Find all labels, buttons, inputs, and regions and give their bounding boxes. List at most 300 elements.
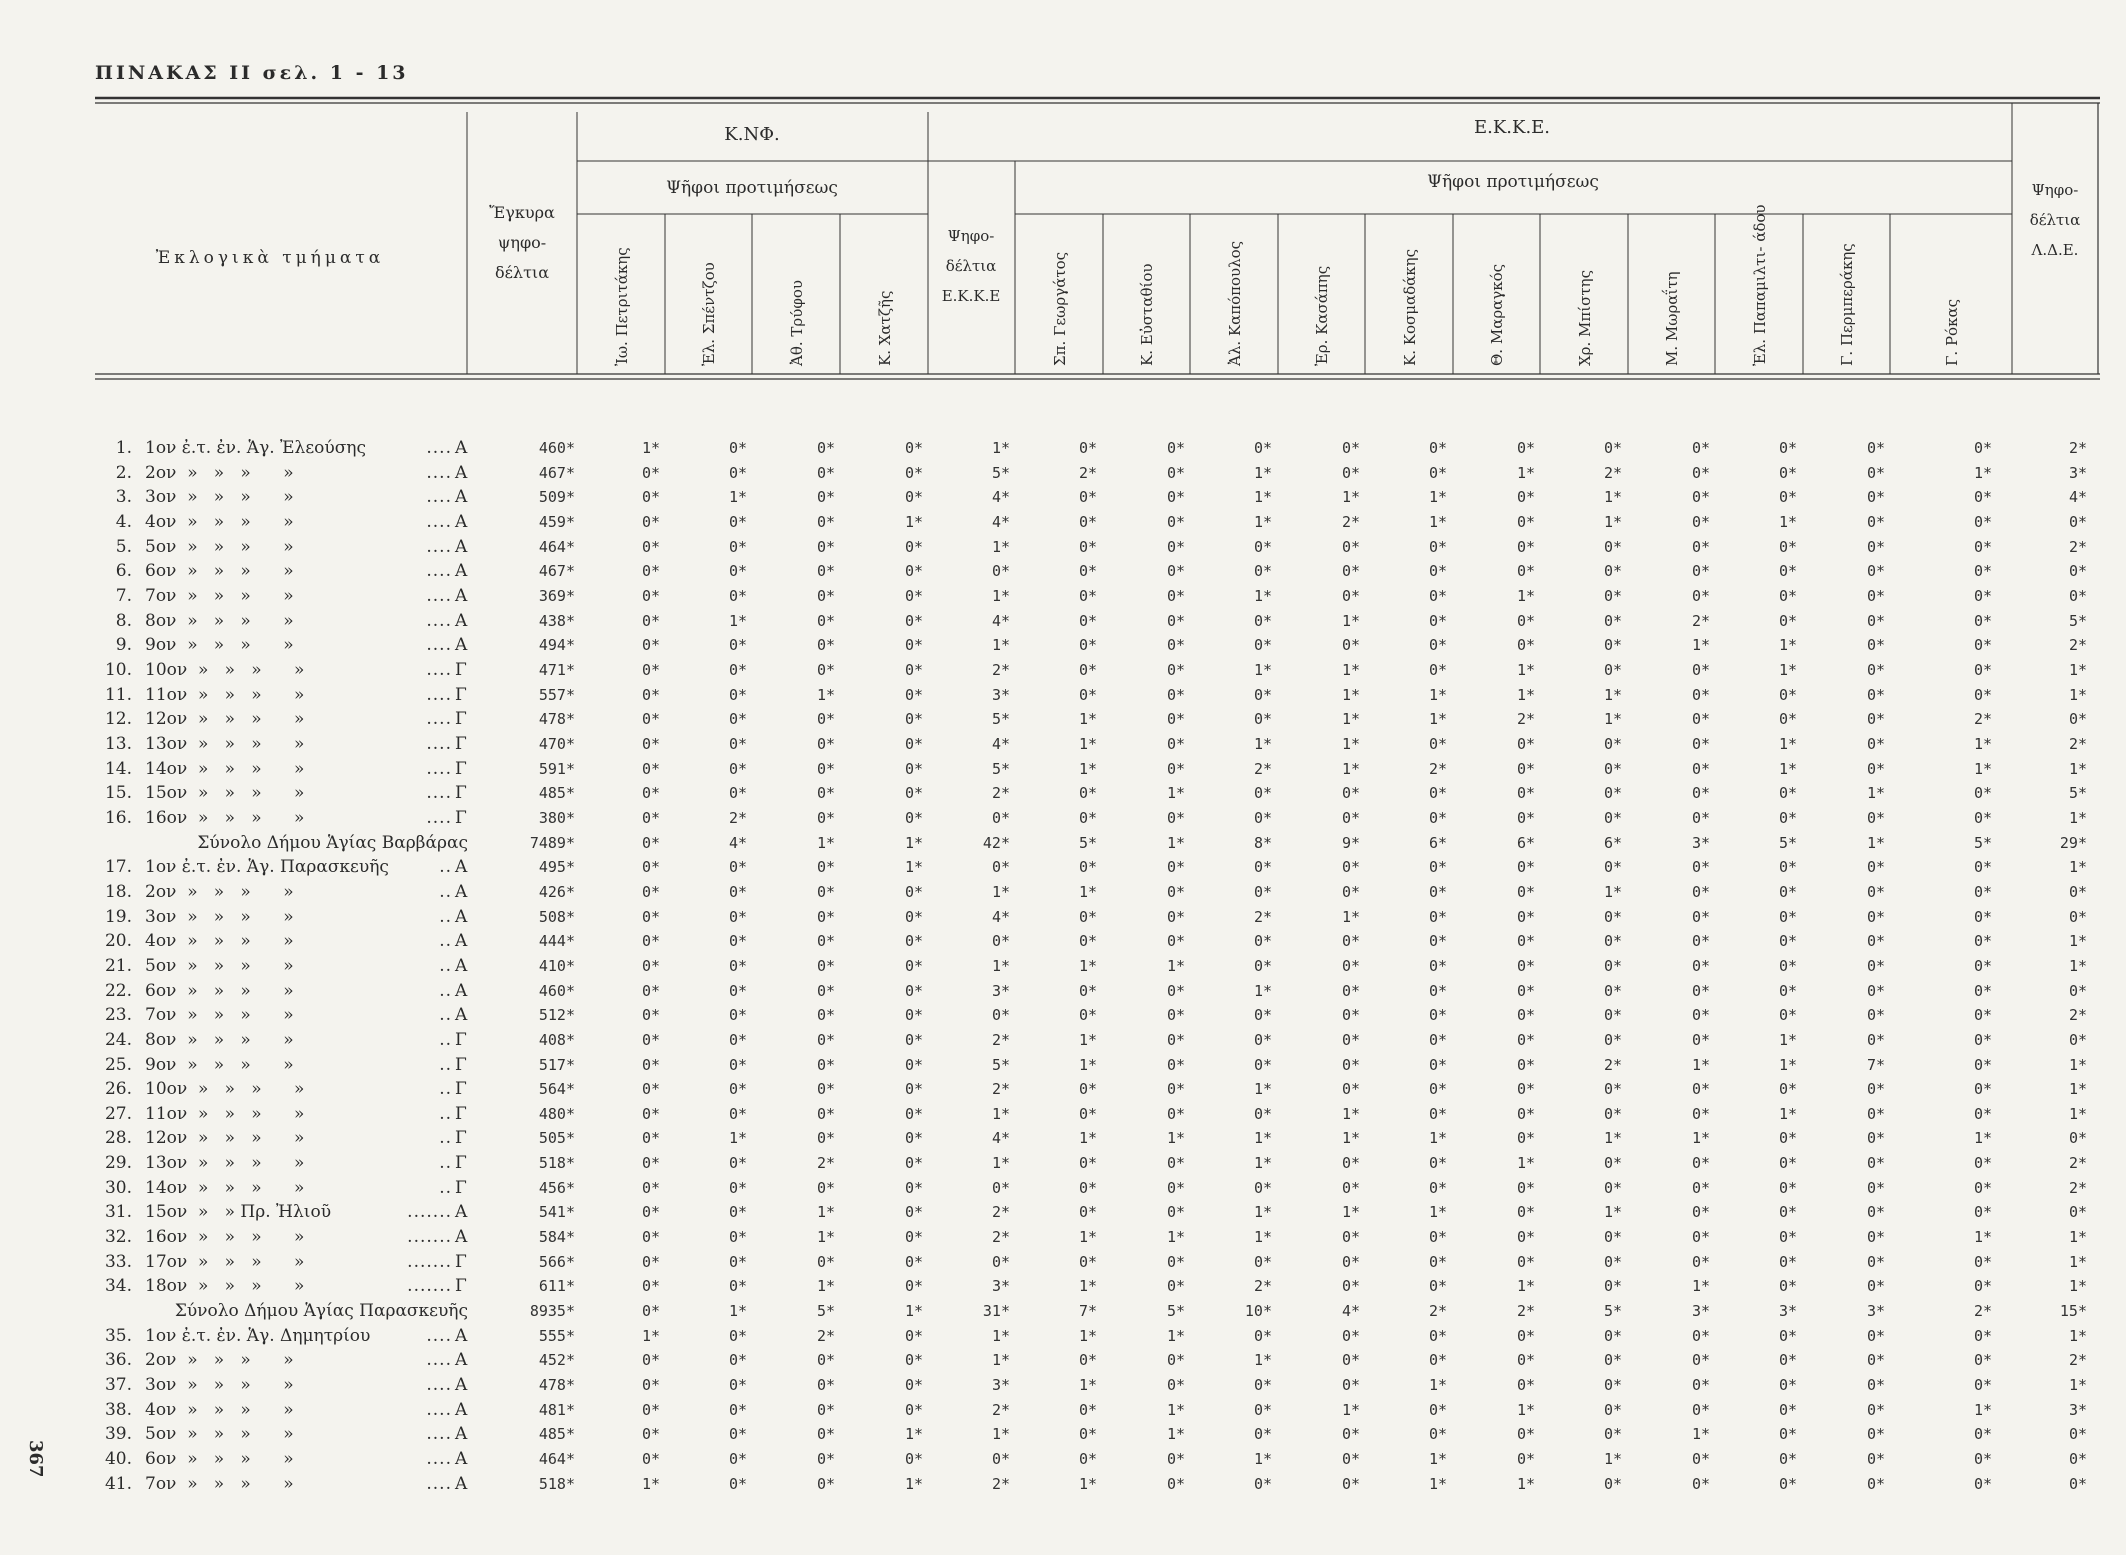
vote-cell: 0* <box>1603 660 1622 679</box>
vote-cell: 0* <box>728 1228 747 1247</box>
vote-cell: 0* <box>1253 808 1272 827</box>
vote-cell: 0* <box>816 611 835 630</box>
section-letter: Γ <box>455 684 467 705</box>
vote-cell: 0* <box>1603 1326 1622 1345</box>
vote-cell: 1* <box>904 1474 923 1493</box>
vote-cell: 1* <box>991 1104 1010 1123</box>
vote-cell: 0* <box>904 1252 923 1271</box>
district-name: 18ον » » » » <box>145 1276 305 1297</box>
vote-cell: 0* <box>728 710 747 729</box>
vote-cell: 0* <box>728 1030 747 1049</box>
vote-cell: 0* <box>1603 1474 1622 1493</box>
vote-cell: 495* <box>538 858 575 877</box>
vote-cell: 0* <box>904 907 923 926</box>
vote-cell: 0* <box>1973 882 1992 901</box>
vote-cell: 0* <box>1778 488 1797 507</box>
vote-cell: 1* <box>1341 611 1360 630</box>
vote-cell: 1* <box>1428 1450 1447 1469</box>
vote-cell: 0* <box>1166 1450 1185 1469</box>
vote-cell: 0* <box>728 1376 747 1395</box>
vote-cell: 8* <box>1253 833 1272 852</box>
section-letter: Γ <box>455 1079 467 1100</box>
vote-cell: 0* <box>1341 882 1360 901</box>
vote-cell: 0* <box>728 1425 747 1444</box>
vote-cell: 1* <box>1253 660 1272 679</box>
vote-cell: 467* <box>538 463 575 482</box>
row-number: 17. <box>104 857 132 878</box>
vote-cell: 2* <box>991 1400 1010 1419</box>
leader-dots: .. <box>439 1079 452 1100</box>
vote-cell: 0* <box>641 932 660 951</box>
table-row <box>0 1274 2126 1299</box>
vote-cell: 0* <box>1603 981 1622 1000</box>
vote-cell: 0* <box>1166 636 1185 655</box>
vote-cell: 0* <box>1428 784 1447 803</box>
vote-cell: 0* <box>816 488 835 507</box>
vote-cell: 0* <box>641 710 660 729</box>
vote-cell: 0* <box>1166 660 1185 679</box>
vote-cell: 438* <box>538 611 575 630</box>
vote-cell: 1* <box>1341 1104 1360 1123</box>
vote-cell: 0* <box>816 1351 835 1370</box>
vote-cell: 0* <box>1516 537 1535 556</box>
vote-cell: 1* <box>1078 710 1097 729</box>
district-name: 10ον » » » » <box>145 1079 305 1100</box>
district-name: 8ον » » » » <box>145 610 294 631</box>
vote-cell: 1* <box>991 1326 1010 1345</box>
vote-cell: 1* <box>1166 956 1185 975</box>
vote-cell: 0* <box>1778 1154 1797 1173</box>
vote-cell: 0* <box>1516 956 1535 975</box>
vote-cell: 0* <box>1253 882 1272 901</box>
candidate-header: Κ. Χατζῆς <box>876 290 894 366</box>
vote-cell: 0* <box>1516 734 1535 753</box>
vote-cell: 0* <box>1973 1178 1992 1197</box>
district-name: 5ον » » » » <box>145 1424 294 1445</box>
vote-cell: 0* <box>1428 1080 1447 1099</box>
vote-cell: 1* <box>1166 1129 1185 1148</box>
vote-cell: 0* <box>1078 858 1097 877</box>
vote-cell: 0* <box>1166 1351 1185 1370</box>
vote-cell: 0* <box>1973 858 1992 877</box>
vote-cell: 1* <box>1253 586 1272 605</box>
vote-cell: 0* <box>1341 537 1360 556</box>
vote-cell: 1* <box>1973 463 1992 482</box>
vote-cell: 0* <box>1866 956 1885 975</box>
vote-cell: 0* <box>904 1104 923 1123</box>
vote-cell: 0* <box>1691 562 1710 581</box>
vote-cell: 0* <box>904 1228 923 1247</box>
candidate-header: Κ. Κοσμαδάκης <box>1401 248 1419 366</box>
vote-cell: 2* <box>991 784 1010 803</box>
vote-cell: 1* <box>1341 710 1360 729</box>
vote-cell: 0* <box>904 488 923 507</box>
vote-cell: 0* <box>728 439 747 457</box>
vote-cell: 555* <box>538 1326 575 1345</box>
vote-cell: 0* <box>728 932 747 951</box>
vote-cell: 0* <box>1778 1326 1797 1345</box>
vote-cell: 0* <box>1253 710 1272 729</box>
vote-cell: 0* <box>1253 1425 1272 1444</box>
row-number: 27. <box>104 1103 132 1124</box>
district-name: 5ον » » » » <box>145 955 294 976</box>
vote-cell: 480* <box>538 1104 575 1123</box>
vote-cell: 0* <box>1691 759 1710 778</box>
vote-cell: 0* <box>1778 1277 1797 1296</box>
vote-cell: 0* <box>1253 1474 1272 1493</box>
vote-cell: 4* <box>728 833 747 852</box>
vote-cell: 7489* <box>529 833 575 852</box>
vote-cell: 0* <box>728 1006 747 1025</box>
vote-cell: 0* <box>1428 808 1447 827</box>
vote-cell: 0* <box>904 1326 923 1345</box>
vote-cell: 2* <box>816 1326 835 1345</box>
section-letter: Γ <box>455 807 467 828</box>
vote-cell: 5* <box>1973 833 1992 852</box>
vote-cell: 1* <box>1428 1376 1447 1395</box>
candidate-header: Θ. Μαραγκός <box>1488 263 1506 366</box>
vote-cell: 0* <box>1166 1252 1185 1271</box>
vote-cell: 0* <box>1866 611 1885 630</box>
row-number: 37. <box>104 1375 132 1396</box>
district-name: 15ον » » » » <box>145 783 305 804</box>
vote-cell: 0* <box>1778 685 1797 704</box>
vote-cell: 0* <box>1078 1006 1097 1025</box>
vote-cell: 0* <box>1078 1450 1097 1469</box>
vote-cell: 0* <box>1866 710 1885 729</box>
district-name: 14ον » » » » <box>145 1177 305 1198</box>
vote-cell: 0* <box>1428 932 1447 951</box>
candidate-header: Χρ. Μπίστης <box>1576 269 1594 366</box>
section-letter: Α <box>455 1350 468 1371</box>
table-row <box>0 1151 2126 1176</box>
vote-cell: 1* <box>1778 512 1797 531</box>
leader-dots: .... <box>426 635 452 656</box>
vote-cell: 0* <box>1428 858 1447 877</box>
table-row <box>0 929 2126 954</box>
vote-cell: 0* <box>2068 1474 2087 1493</box>
table-row <box>0 1028 2126 1053</box>
vote-cell: 0* <box>1866 734 1885 753</box>
vote-cell: 0* <box>1516 1376 1535 1395</box>
vote-cell: 1* <box>1078 759 1097 778</box>
row-number: 25. <box>104 1054 132 1075</box>
leader-dots: .... <box>426 1449 452 1470</box>
leader-dots: .... <box>426 783 452 804</box>
vote-cell: 0* <box>1253 537 1272 556</box>
row-number: 21. <box>104 955 132 976</box>
vote-cell: 1* <box>1253 981 1272 1000</box>
table-row <box>0 1472 2126 1497</box>
vote-cell: 611* <box>538 1277 575 1296</box>
vote-cell: 0* <box>991 858 1010 877</box>
vote-cell: 0* <box>1428 1104 1447 1123</box>
vote-cell: 0* <box>816 586 835 605</box>
vote-cell: 0* <box>1691 685 1710 704</box>
vote-cell: 1* <box>1778 1104 1797 1123</box>
vote-cell: 509* <box>538 488 575 507</box>
vote-cell: 0* <box>1603 1252 1622 1271</box>
leader-dots: .... <box>426 585 452 606</box>
vote-cell: 0* <box>1866 759 1885 778</box>
vote-cell: 0* <box>1866 488 1885 507</box>
table-row <box>0 485 2126 510</box>
section-letter: Α <box>455 857 468 878</box>
vote-cell: 3* <box>1691 833 1710 852</box>
leader-dots: .... <box>426 487 452 508</box>
vote-cell: 0* <box>728 1326 747 1345</box>
vote-cell: 0* <box>641 512 660 531</box>
district-name: 4ον » » » » <box>145 511 294 532</box>
vote-cell: 6* <box>1428 833 1447 852</box>
vote-cell: 5* <box>991 759 1010 778</box>
vote-cell: 1* <box>1253 512 1272 531</box>
vote-cell: 0* <box>991 562 1010 581</box>
vote-cell: 1* <box>991 439 1010 457</box>
vote-cell: 0* <box>1778 463 1797 482</box>
vote-cell: 2* <box>2068 439 2087 457</box>
vote-cell: 0* <box>904 1030 923 1049</box>
district-name: 17ον » » » » <box>145 1251 305 1272</box>
vote-cell: 3* <box>991 981 1010 1000</box>
vote-cell: 0* <box>816 907 835 926</box>
vote-cell: 0* <box>1691 1228 1710 1247</box>
vote-cell: 0* <box>1166 1006 1185 1025</box>
vote-cell: 0* <box>1341 1474 1360 1493</box>
vote-cell: 0* <box>1341 1006 1360 1025</box>
row-number: 6. <box>115 561 132 582</box>
vote-cell: 0* <box>991 1252 1010 1271</box>
ekke-group-header: Ε.Κ.Κ.Ε. <box>1473 117 1551 138</box>
vote-cell: 0* <box>2068 1203 2087 1222</box>
vote-cell: 0* <box>1078 636 1097 655</box>
vote-cell: 3* <box>991 1376 1010 1395</box>
vote-cell: 1* <box>1078 1474 1097 1493</box>
vote-cell: 1* <box>1778 1055 1797 1074</box>
vote-cell: 0* <box>1078 907 1097 926</box>
vote-cell: 2* <box>2068 1351 2087 1370</box>
table-row <box>0 806 2126 831</box>
vote-cell: 0* <box>641 1006 660 1025</box>
vote-cell: 1* <box>2068 1277 2087 1296</box>
vote-cell: 0* <box>1973 488 1992 507</box>
vote-cell: 0* <box>1691 1203 1710 1222</box>
vote-cell: 0* <box>641 685 660 704</box>
vote-cell: 0* <box>1166 734 1185 753</box>
vote-cell: 1* <box>1253 1228 1272 1247</box>
table-row <box>0 1200 2126 1225</box>
vote-cell: 1* <box>1691 1277 1710 1296</box>
leader-dots: .... <box>426 1473 452 1494</box>
vote-cell: 0* <box>904 1400 923 1419</box>
vote-cell: 0* <box>904 1376 923 1395</box>
district-name: 15ον » » Πρ. Ἠλιοῦ <box>145 1202 332 1223</box>
vote-cell: 3* <box>991 685 1010 704</box>
vote-cell: 0* <box>1166 685 1185 704</box>
vote-cell: 5* <box>991 463 1010 482</box>
vote-cell: 467* <box>538 562 575 581</box>
table-row <box>0 979 2126 1004</box>
vote-cell: 380* <box>538 808 575 827</box>
vote-cell: 0* <box>1691 1080 1710 1099</box>
vote-cell: 0* <box>1778 1400 1797 1419</box>
vote-cell: 1* <box>1166 784 1185 803</box>
vote-cell: 1* <box>1078 1055 1097 1074</box>
vote-cell: 0* <box>816 1178 835 1197</box>
leader-dots: .... <box>426 758 452 779</box>
vote-cell: 0* <box>816 1252 835 1271</box>
vote-cell: 1* <box>1341 1400 1360 1419</box>
vote-cell: 1* <box>1078 1376 1097 1395</box>
candidate-header: Γ. Περμπεράκης <box>1838 243 1856 366</box>
vote-cell: 5* <box>991 1055 1010 1074</box>
vote-cell: 0* <box>728 1474 747 1493</box>
vote-cell: 0* <box>1778 907 1797 926</box>
vote-cell: 0* <box>2068 512 2087 531</box>
vote-cell: 1* <box>1516 660 1535 679</box>
vote-cell: 0* <box>1603 1228 1622 1247</box>
vote-cell: 2* <box>1973 1302 1992 1321</box>
vote-cell: 0* <box>1603 439 1622 457</box>
vote-cell: 42* <box>982 833 1010 852</box>
leader-dots: .. <box>439 881 452 902</box>
vote-cell: 0* <box>1253 1006 1272 1025</box>
vote-cell: 0* <box>1691 808 1710 827</box>
vote-cell: 0* <box>1166 1104 1185 1123</box>
district-name: 3ον » » » » <box>145 1375 294 1396</box>
row-number: 29. <box>104 1153 132 1174</box>
vote-cell: 0* <box>1516 858 1535 877</box>
section-letter: Α <box>455 1325 468 1346</box>
vote-cell: 0* <box>1078 1400 1097 1419</box>
vote-cell: 0* <box>1866 1178 1885 1197</box>
vote-cell: 1* <box>1078 734 1097 753</box>
vote-cell: 0* <box>1516 1055 1535 1074</box>
vote-cell: 1* <box>991 586 1010 605</box>
vote-cell: 1* <box>1691 636 1710 655</box>
row-number: 22. <box>104 980 132 1001</box>
row-number: 19. <box>104 906 132 927</box>
vote-cell: 0* <box>904 734 923 753</box>
vote-cell: 0* <box>904 1351 923 1370</box>
vote-cell: 0* <box>1778 1228 1797 1247</box>
section-letter: Α <box>455 610 468 631</box>
vote-cell: 0* <box>1253 1055 1272 1074</box>
vote-cell: 0* <box>728 463 747 482</box>
vote-cell: 0* <box>904 1055 923 1074</box>
vote-cell: 5* <box>1166 1302 1185 1321</box>
vote-cell: 0* <box>1078 611 1097 630</box>
vote-cell: 0* <box>1341 1055 1360 1074</box>
vote-cell: 0* <box>1078 932 1097 951</box>
vote-cell: 0* <box>1866 685 1885 704</box>
vote-cell: 1* <box>1078 1277 1097 1296</box>
vote-cell: 2* <box>991 1228 1010 1247</box>
leader-dots: .. <box>439 1005 452 1026</box>
vote-cell: 0* <box>816 1104 835 1123</box>
row-number: 34. <box>104 1276 132 1297</box>
vote-cell: 0* <box>1428 1252 1447 1271</box>
vote-cell: 1* <box>1691 1129 1710 1148</box>
vote-cell: 0* <box>1778 932 1797 951</box>
vote-cell: 0* <box>641 562 660 581</box>
vote-cell: 0* <box>904 685 923 704</box>
vote-cell: 0* <box>1166 858 1185 877</box>
vote-cell: 1* <box>1973 1129 1992 1148</box>
vote-cell: 1* <box>1691 1055 1710 1074</box>
vote-cell: 5* <box>2068 784 2087 803</box>
vote-cell: 1* <box>1973 734 1992 753</box>
page-title: ΠΙΝΑΚΑΣ ΙΙ σελ. 1 - 13 <box>95 62 409 84</box>
table-row <box>0 683 2126 708</box>
vote-cell: 0* <box>728 858 747 877</box>
vote-cell: 0* <box>1166 1376 1185 1395</box>
vote-cell: 3* <box>1691 1302 1710 1321</box>
vote-cell: 0* <box>1166 1277 1185 1296</box>
vote-cell: 0* <box>1516 488 1535 507</box>
section-letter: Α <box>455 1375 468 1396</box>
table-row <box>0 461 2126 486</box>
district-name: 6ον » » » » <box>145 1449 294 1470</box>
vote-cell: 1* <box>1078 956 1097 975</box>
leader-dots: .. <box>439 1177 452 1198</box>
vote-cell: 2* <box>1078 463 1097 482</box>
vote-cell: 0* <box>1341 1376 1360 1395</box>
vote-cell: 0* <box>1341 586 1360 605</box>
vote-cell: 0* <box>816 1376 835 1395</box>
vote-cell: 0* <box>1778 1351 1797 1370</box>
candidate-header: Ἀλ. Καπόπουλος <box>1226 240 1244 366</box>
table-row <box>0 535 2126 560</box>
section-letter: Α <box>455 881 468 902</box>
vote-cell: 1* <box>641 1474 660 1493</box>
vote-cell: 1* <box>1428 1474 1447 1493</box>
vote-cell: 0* <box>1516 1104 1535 1123</box>
vote-cell: 557* <box>538 685 575 704</box>
vote-cell: 0* <box>1866 1277 1885 1296</box>
vote-cell: 1* <box>904 858 923 877</box>
vote-cell: 0* <box>1253 1400 1272 1419</box>
section-letter: Α <box>455 585 468 606</box>
vote-cell: 0* <box>641 1400 660 1419</box>
vote-cell: 0* <box>904 932 923 951</box>
vote-cell: 0* <box>1778 956 1797 975</box>
vote-cell: 0* <box>1778 710 1797 729</box>
vote-cell: 0* <box>1078 1203 1097 1222</box>
vote-cell: 0* <box>1078 512 1097 531</box>
vote-cell: 0* <box>1428 1178 1447 1197</box>
vote-cell: 0* <box>1078 685 1097 704</box>
vote-cell: 0* <box>2068 562 2087 581</box>
vote-cell: 2* <box>991 660 1010 679</box>
vote-cell: 0* <box>1516 759 1535 778</box>
vote-cell: 1* <box>2068 1104 2087 1123</box>
vote-cell: 0* <box>1166 1154 1185 1173</box>
table-row <box>0 436 2126 461</box>
vote-cell: 0* <box>728 1178 747 1197</box>
vote-cell: 1* <box>904 1302 923 1321</box>
row-number: 32. <box>104 1227 132 1248</box>
candidate-header: Γ. Ρόκας <box>1943 299 1961 366</box>
leader-dots: .... <box>426 684 452 705</box>
vote-cell: 452* <box>538 1351 575 1370</box>
vote-cell: 478* <box>538 1376 575 1395</box>
section-letter: Α <box>455 1449 468 1470</box>
vote-cell: 1* <box>1166 1425 1185 1444</box>
vote-cell: 0* <box>1778 784 1797 803</box>
vote-cell: 0* <box>1341 981 1360 1000</box>
total-label: Σύνολο Δήμου Ἁγίας Βαρβάρας <box>197 832 468 853</box>
